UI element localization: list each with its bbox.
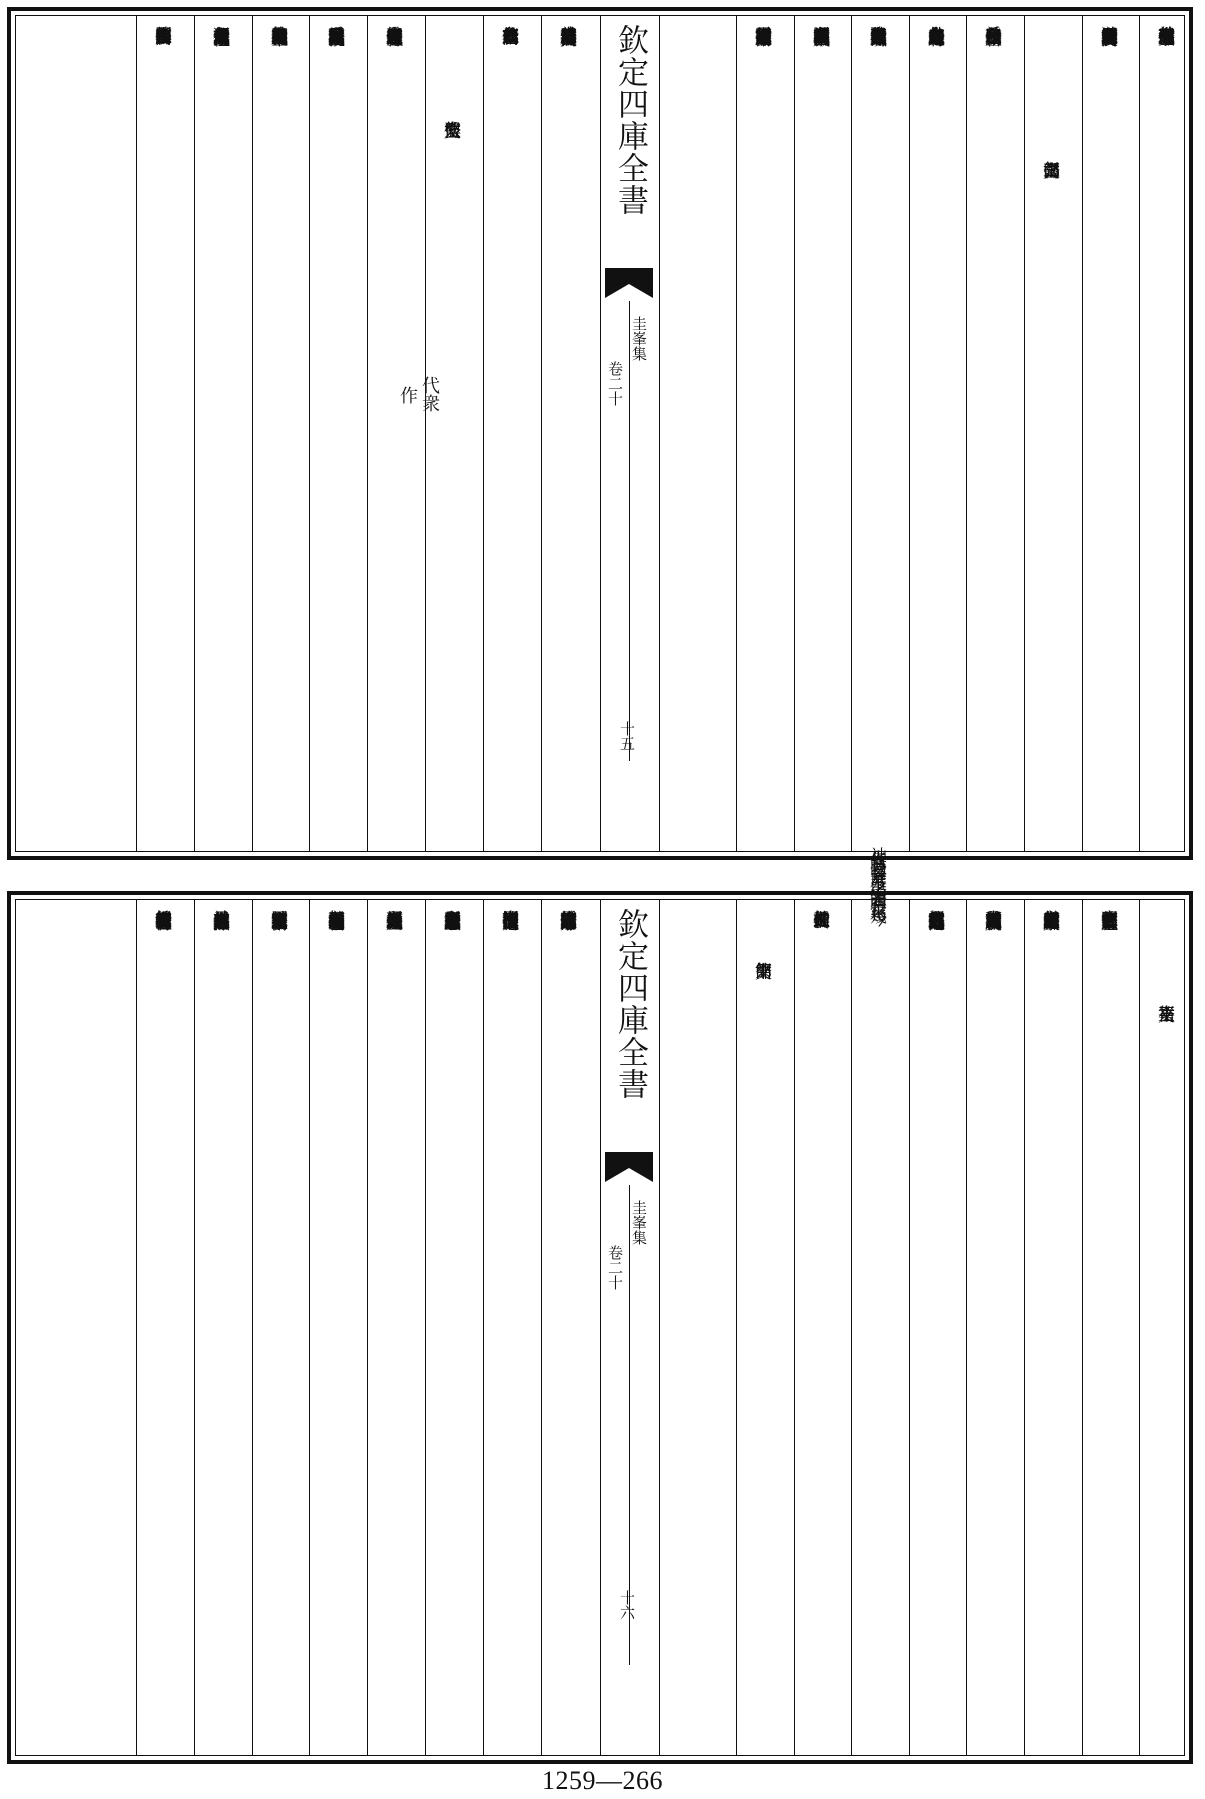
text-column: 垂以宫露橐琯兮朝鼎鼎以當陽黜披之斬為涉疑似: [309, 16, 358, 851]
fishtail-mark-icon: [605, 1152, 653, 1182]
essay-title: 祭嘉祐王文: [1139, 900, 1188, 1755]
upper-page-inner-frame: [15, 15, 1185, 852]
text-column: 於乎公之歿也年已六十六矣仕四十年矣歷十一官: [966, 16, 1015, 851]
text-column: 因是而譬之其在家也而不能揜者玉之韞于石而精: [252, 900, 301, 1755]
page-code: 1259—266: [542, 1766, 663, 1795]
essay-title: 祭工部張尚書文: [1024, 16, 1073, 851]
text-column: 大明正德二年七月壬寅朔二十四日乙丑謹以庶羞: [1082, 900, 1131, 1755]
text-column: 不寃之譽鐵面之稱人人知之其於公輔之進即欲忌: [425, 900, 474, 1755]
upper-page-spread: [7, 7, 1193, 860]
center-spine: [600, 16, 660, 851]
text-column: [851, 900, 900, 1755]
spine-page-number: 十五: [618, 721, 636, 751]
text-column: 絶整之歌以其譸張負重則屢荷鑰孔長孰不曰垂橐: [252, 16, 301, 851]
spine-divider: [629, 301, 630, 761]
text-column: 之儀祭于勑封忠烈武順昭靈嘉祐王之神維神天予: [1024, 900, 1073, 1755]
text-column: 於根盤節錯也至于良玉多毀利器必折自古恒恒有: [136, 900, 185, 1755]
text-column: 霆以從于險不循行數墨而一於吏故雖遭勒停而未: [736, 16, 785, 851]
text-column: 遲不高城深府以為異不破畛決域以為隨不獷風鞭: [794, 16, 843, 851]
text-column: 維靈伏而家食時公輔之望既巳起于鄉閭而達于方: [541, 900, 590, 1755]
essay-title: 祭簡郎中文: [736, 900, 785, 1755]
text-column: 凡在僚友於奠公也其誰不悲尚饗: [483, 16, 532, 851]
spine-volume: 卷二十: [606, 1245, 624, 1290]
text-column: 於其身備焉而以壽考終命復何憾耶令子與子二三: [1139, 16, 1188, 851]
text-column: 閟彼幽堂留司在位率醉一觴尚饗: [136, 16, 185, 851]
text-column: 奇骨巳著靈標志清民暍死益皰虓廟食百禩日騰英: [966, 900, 1015, 1755]
spine-series-title: 欽定四庫全書: [612, 24, 648, 216]
text-column: 嶽即欲伏而不出乎不可得也及出而在位讞鞫是司: [483, 900, 532, 1755]
text-column: 而尼之者得乎夫何適轉武銓遽以殞仆告是失一公: [367, 900, 416, 1755]
author-note: 作: [397, 386, 418, 404]
spine-series-title: 欽定四庫全書: [612, 908, 648, 1100]
lower-page-inner-frame: [15, 899, 1185, 1756]
text-column: 飆我祖我宗德神之靈益崇其宇益隆其稱弗葺而圮: [909, 900, 958, 1755]
text-column: 而入公獨念休之用光耊可以望溘其無常爾舉桓楹: [194, 16, 243, 851]
text-column: 輔之器不獨鄉之人其悲凡有識者亦不能不惜也竊: [309, 900, 358, 1755]
author-note: 代衆: [419, 376, 440, 412]
spine-page-number: 十六: [618, 1590, 636, 1620]
spine-book-name: 圭峯集: [630, 316, 648, 361]
lower-page-spread: [7, 891, 1193, 1764]
text-column: 嘗戚戚及再起廢而未嘗怡怡於乎公不可復見矣而: [541, 16, 590, 851]
text-column: 矣外之甸宣度支之是寄内之殿最神人之是司時有: [909, 16, 958, 851]
center-spine: [600, 900, 660, 1755]
fishtail-mark-icon: [605, 268, 653, 298]
text-column: 神見于山川然也其在位也而大有聞者利器之無擇: [194, 900, 243, 1755]
text-column: 始王其在玆神伏惟尚饗: [794, 900, 843, 1755]
text-column: 升降位有崇卑不機發夭激以為疾不知雄守雌以為: [851, 16, 900, 851]
essay-title: 祭太監傅公文: [425, 16, 474, 851]
spine-book-name: 圭峯集: [630, 1200, 648, 1245]
text-column: 維公粤産也天閽是翔竒質也館閣門墻委珮兮宵垂: [367, 16, 416, 851]
spine-volume: 卷二十: [606, 361, 624, 406]
text-column: 子遊又同官於斯也故率鄉之在仕者一寄奠焉尚饗: [1082, 16, 1131, 851]
